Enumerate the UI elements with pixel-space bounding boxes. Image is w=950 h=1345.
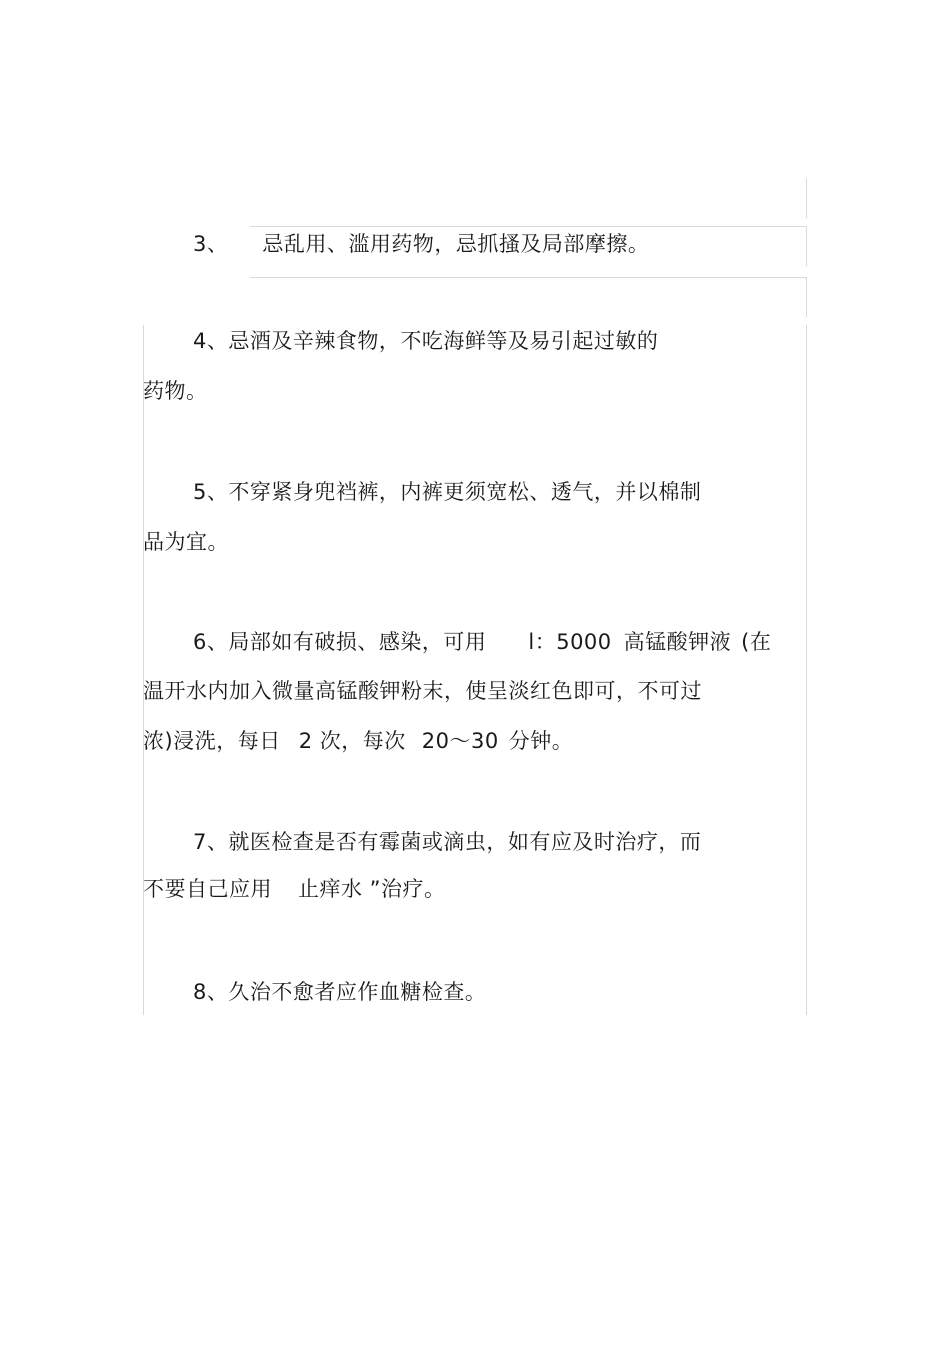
item-7-text-3: 止痒水 ”治疗。 [298,877,446,901]
item-4-text-1: 忌酒及辛辣食物，不吃海鲜等及易引起过敏的 [228,329,659,353]
item-7-text-2: 不要自己应用 [143,877,272,901]
item-7-number: 7、 [193,830,229,854]
item-3-number: 3、 [193,232,229,256]
item-7-text-1: 就医检查是否有霉菌或滴虫，如有应及时治疗，而 [228,830,702,854]
item-3-line-1 [193,229,649,259]
item-6-line-1 [193,627,771,657]
item-6-paren-open: (在 [741,630,772,654]
item-6-number: 6、 [193,630,229,654]
item-3-text: 忌乱用、滥用药物，忌抓搔及局部摩擦。 [262,232,650,256]
item-6-duration: 20～30 [421,729,499,753]
item-7-line-1 [193,827,701,857]
item-4-text-2: 药物。 [143,379,208,403]
table-rule-right-2 [806,226,807,266]
item-6-text-3: 浓)浸洗，每日 [143,729,281,753]
item-4-line-2 [143,376,208,406]
item-6-text-1: 局部如有破损、感染，可用 [228,630,487,654]
item-6-ratio: l：5000 [528,630,612,654]
item-6-frequency: 2 次，每次 [298,729,406,753]
table-rule-right-1 [806,178,807,218]
item-6-line-2 [143,676,702,706]
table-rule-top [250,226,807,227]
item-6-reagent: 高锰酸钾液 [623,630,732,654]
item-7-line-2 [143,874,446,904]
table-rule-right-3 [806,277,807,317]
item-6-text-2: 温开水内加入微量高锰酸钾粉末，使呈淡红色即可，不可过 [143,679,702,703]
item-5-text-2: 品为宜。 [143,530,229,554]
item-5-line-1 [193,477,701,507]
item-8-text: 久治不愈者应作血糖检查。 [228,980,487,1004]
item-4-line-1 [193,326,658,356]
item-8-line-1 [193,977,486,1007]
item-5-line-2 [143,527,229,557]
item-5-text-1: 不穿紧身兜裆裤，内裤更须宽松、透气，并以棉制 [228,480,702,504]
item-5-number: 5、 [193,480,229,504]
table-rule-left [143,325,144,1015]
item-8-number: 8、 [193,980,229,1004]
table-rule-mid [250,277,807,278]
item-6-minutes: 分钟。 [508,729,574,753]
item-6-line-3 [143,726,573,756]
item-4-number: 4、 [193,329,229,353]
table-rule-right-4 [806,325,807,1015]
